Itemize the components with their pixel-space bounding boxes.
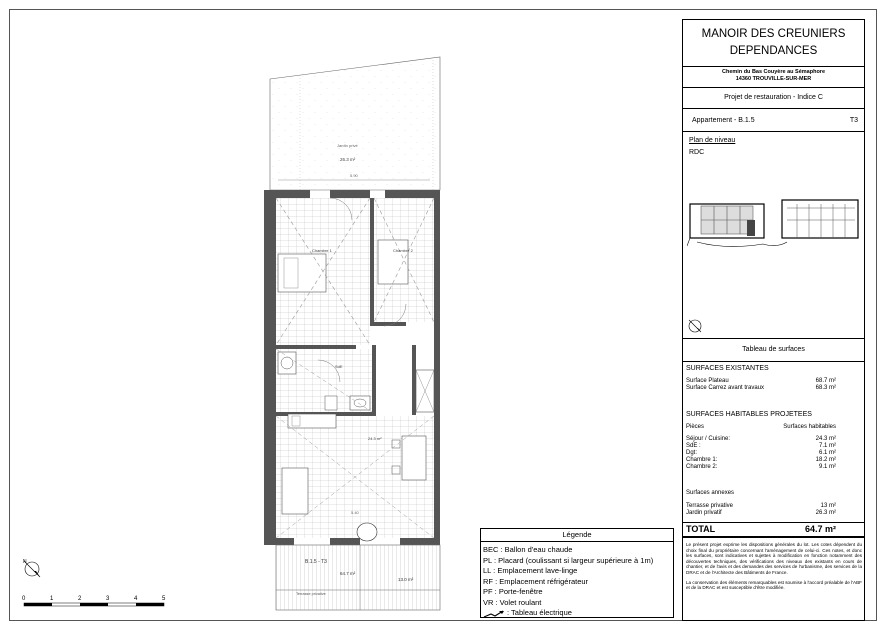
electrical-panel-icon	[483, 610, 505, 618]
phase-text: Projet de restauration - Indice C	[724, 94, 823, 101]
scale-tick-3: 3	[106, 596, 110, 602]
room-label-4: Chambre 2:	[686, 464, 718, 470]
surfaces-title-cell	[683, 339, 864, 362]
storage	[416, 370, 434, 412]
annex-label-0: Terrasse privative	[686, 503, 734, 509]
living-room	[276, 414, 434, 541]
apartment-label: Appartement - B.1.5	[692, 117, 755, 124]
legend-item: RF : Emplacement réfrigérateur	[483, 576, 589, 586]
room-value-0: 24.3 m²	[815, 436, 836, 442]
room-label-1: SdE :	[686, 443, 701, 449]
key-plan	[687, 198, 861, 268]
terrace-area: 64.7 m²	[340, 571, 356, 576]
rooms-header: Pièces	[686, 424, 705, 430]
surfaces-cell	[683, 362, 864, 523]
legend-title: Légende	[481, 529, 673, 542]
project-title-cell	[683, 20, 864, 67]
garden-area-label: 26.3 m²	[340, 157, 356, 162]
scale-tick-0: 0	[22, 596, 26, 602]
terrace	[276, 545, 440, 610]
legend-item: VR : Volet roulant	[483, 597, 542, 607]
scale-bar	[24, 603, 164, 606]
north-arrow-icon	[23, 559, 40, 577]
dim-top: 5.90	[350, 173, 358, 178]
room-value-3: 18.2 m²	[815, 457, 836, 463]
bedroom-2	[374, 198, 434, 326]
garden-label: Jardin privé	[337, 143, 358, 148]
existing-title: SURFACES EXISTANTES	[686, 365, 769, 372]
address-line2: 14360 TROUVILLE-SUR-MER	[735, 76, 812, 82]
dim-bottom: 5.40	[351, 510, 359, 515]
terrace-label: Terrasse privative	[296, 592, 326, 596]
projected-title: SURFACES HABITABLES PROJETEES	[686, 411, 812, 418]
scale-tick-2: 2	[78, 596, 82, 602]
note-1: Le présent projet exprime les dispositions générales du lot. Les cotes dépendent du choix final du propriétaire concernant l'aménagement de celui-ci. Ces notes, et donc les surfaces, sont indicatives et sujettes à modification en fonction notamment des découvertes techniques, des vérifications des niveaux des existants en cours de chantier, et de l'avis et des demandes des services de l'urbanisme, des services de la DRAC et de l'Architecte des Bâtiments de France.	[686, 542, 862, 575]
room-value-2: 6.1 m²	[818, 450, 836, 456]
project-title-line2: DEPENDANCES	[729, 45, 818, 57]
terrace-area-2: 13.0 m²	[398, 577, 414, 582]
total-cell	[683, 523, 864, 538]
apartment-cell	[683, 109, 864, 132]
existing-value-1: 68.3 m²	[815, 385, 836, 391]
bedroom-2-label: Chambre 2	[393, 248, 413, 253]
notes	[686, 542, 862, 591]
bathroom	[276, 349, 372, 412]
level-cell	[683, 132, 864, 339]
room-label-0: Séjour / Cuisine:	[686, 436, 731, 442]
legend-item-electrical: : Tableau électrique	[481, 608, 673, 619]
address-cell	[683, 67, 864, 88]
legend-item: PF : Porte-fenêtre	[483, 587, 543, 596]
scale-tick-1: 1	[50, 596, 54, 602]
garden-area	[270, 57, 440, 190]
scale-tick-4: 4	[134, 596, 138, 602]
annex-title: Surfaces annexes	[686, 490, 735, 496]
existing-label-0: Surface Plateau	[686, 378, 729, 384]
scale-tick-5: 5	[162, 596, 166, 602]
legend-item: PL : Placard (coulissant si largeur supérieure à 1m)	[483, 555, 654, 565]
address-line1: Chemin du Bas Couyère au Sémaphore	[722, 69, 825, 75]
apt-code: B.1.5 - T3	[305, 559, 327, 565]
existing-label-1: Surface Carrez avant travaux	[686, 385, 765, 391]
phase-cell	[683, 88, 864, 109]
level-label: RDC	[689, 149, 705, 156]
bedroom-1-label: Chambre 1	[312, 248, 332, 253]
note-2: La conservation des éléments remarquables est soumise à l'accord préalable de l'ABF et de la DRAC et est susceptible d'être modifiée.	[686, 579, 862, 591]
existing-value-0: 68.7 m²	[815, 378, 836, 384]
legend-item: BEC : Ballon d'eau chaude	[483, 545, 573, 554]
title-block	[682, 19, 865, 621]
annex-label-1: Jardin privatif	[686, 510, 722, 516]
annex-value-0: 13 m²	[820, 503, 836, 509]
room-value-1: 7.1 m²	[818, 443, 836, 449]
legend-item: LL : Emplacement lave-linge	[483, 566, 578, 575]
bathroom-label: SdE	[335, 364, 343, 369]
areas-header: Surfaces habitables	[783, 424, 836, 430]
svg-text:N: N	[23, 559, 27, 565]
plan-label: Plan de niveau	[689, 137, 736, 144]
bedroom-1	[276, 198, 370, 345]
legend-box	[480, 528, 674, 618]
room-value-4: 9.1 m²	[818, 464, 836, 470]
annex-value-1: 26.3 m²	[815, 510, 836, 516]
north-arrow-small-icon	[687, 318, 703, 334]
surfaces-table-title: Tableau de surfaces	[742, 346, 805, 353]
room-label-2: Dgt:	[686, 450, 698, 456]
total-label: TOTAL	[686, 524, 716, 534]
room-label-3: Chambre 1:	[686, 457, 718, 463]
total-value: 64.7 m²	[804, 524, 836, 534]
project-title-line1: MANOIR DES CREUNIERS	[701, 28, 846, 40]
living-area-label: 24.3 m²	[368, 436, 382, 441]
apartment-type: T3	[849, 117, 858, 124]
